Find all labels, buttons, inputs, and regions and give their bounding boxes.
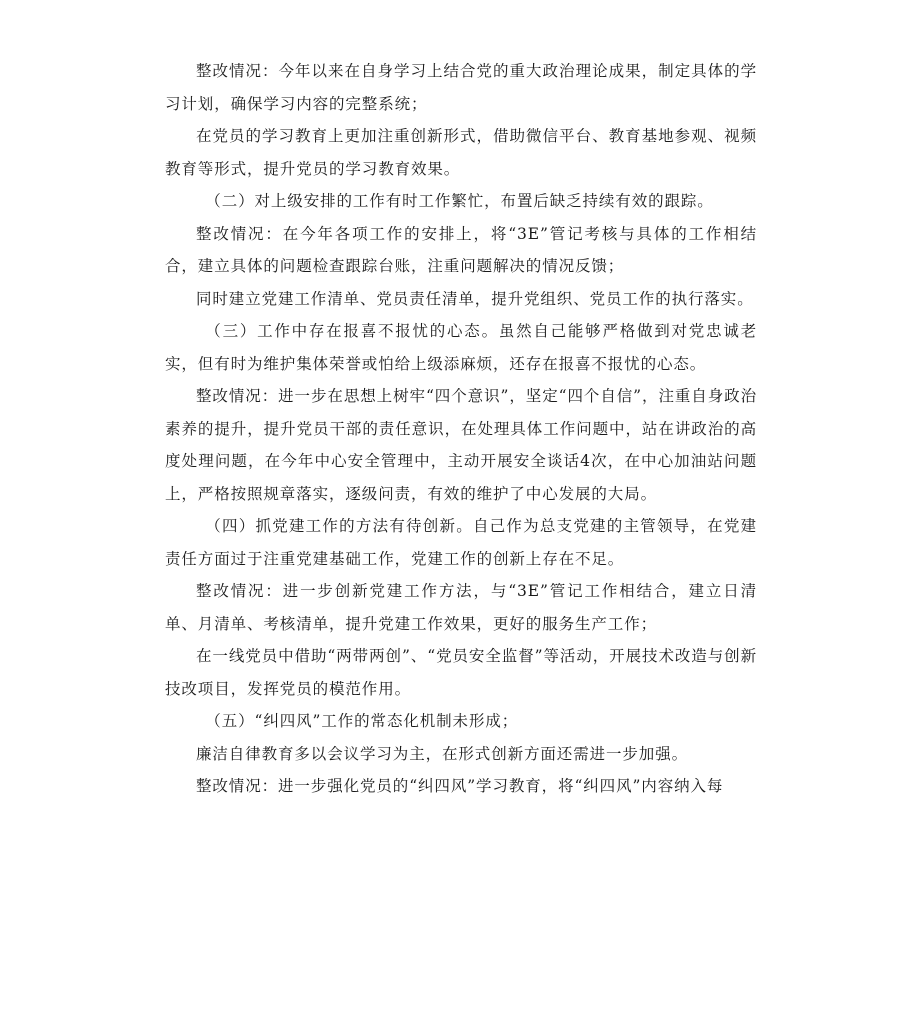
section-heading-3: （三）工作中存在报喜不报忧的心态。虽然自己能够严格做到对党忠诚老实，但有时为维护集体荣誉或怕给上级添麻烦，还存在报喜不报忧的心态。 [165, 322, 757, 373]
paragraph-rectification-four-winds: 整改情况：进一步强化党员的“纠四风”学习教育，将“纠四风”内容纳入每 [196, 777, 724, 795]
paragraph-frontline-activities: 在一线党员中借助“两带两创”、“党员安全监督”等活动，开展技术改造与创新技改项目，发挥党员的模范作用。 [165, 647, 757, 698]
paragraph-work-lists: 同时建立党建工作清单、党员责任清单，提升党组织、党员工作的执行落实。 [196, 289, 754, 308]
section-heading-2: （二）对上级安排的工作有时工作繁忙，布置后缺乏持续有效的跟踪。 [205, 192, 714, 210]
paragraph-rectification-methods: 整改情况：进一步创新党建工作方法，与“3E”管记工作相结合，建立日清单、月清单、考核清单，提升党建工作效果，更好的服务生产工作； [165, 582, 757, 633]
paragraph-rectification-tracking: 整改情况：在今年各项工作的安排上，将“3E”管记考核与具体的工作相结合，建立具体的问题检查跟踪台账，注重问题解决的情况反馈； [165, 224, 757, 275]
paragraph-member-education: 在党员的学习教育上更加注重创新形式，借助微信平台、教育基地参观、视频教育等形式，提升党员的学习教育效果。 [165, 127, 757, 178]
paragraph-rectification-awareness: 整改情况：进一步在思想上树牢“四个意识”，坚定“四个自信”，注重自身政治素养的提升，提升党员干部的责任意识，在处理具体工作问题中，站在讲政治的高度处理问题，在今年中心安全管理中，主动开展安全谈话4次，在中心加油站问题上，严格按照规章落实，逐级问责，有效的维护了中心发展的大局。 [165, 387, 757, 503]
section-heading-5: （五）“纠四风”工作的常态化机制未形成； [205, 712, 519, 730]
document-body [165, 55, 757, 803]
paragraph-integrity-education: 廉洁自律教育多以会议学习为主，在形式创新方面还需进一步加强。 [196, 744, 689, 763]
section-heading-4: （四）抓党建工作的方法有待创新。自己作为总支党建的主管领导，在党建责任方面过于注重党建基础工作，党建工作的创新上存在不足。 [165, 517, 757, 568]
paragraph-rectification-study: 整改情况：今年以来在自身学习上结合党的重大政治理论成果，制定具体的学习计划，确保学习内容的完整系统； [165, 62, 757, 113]
